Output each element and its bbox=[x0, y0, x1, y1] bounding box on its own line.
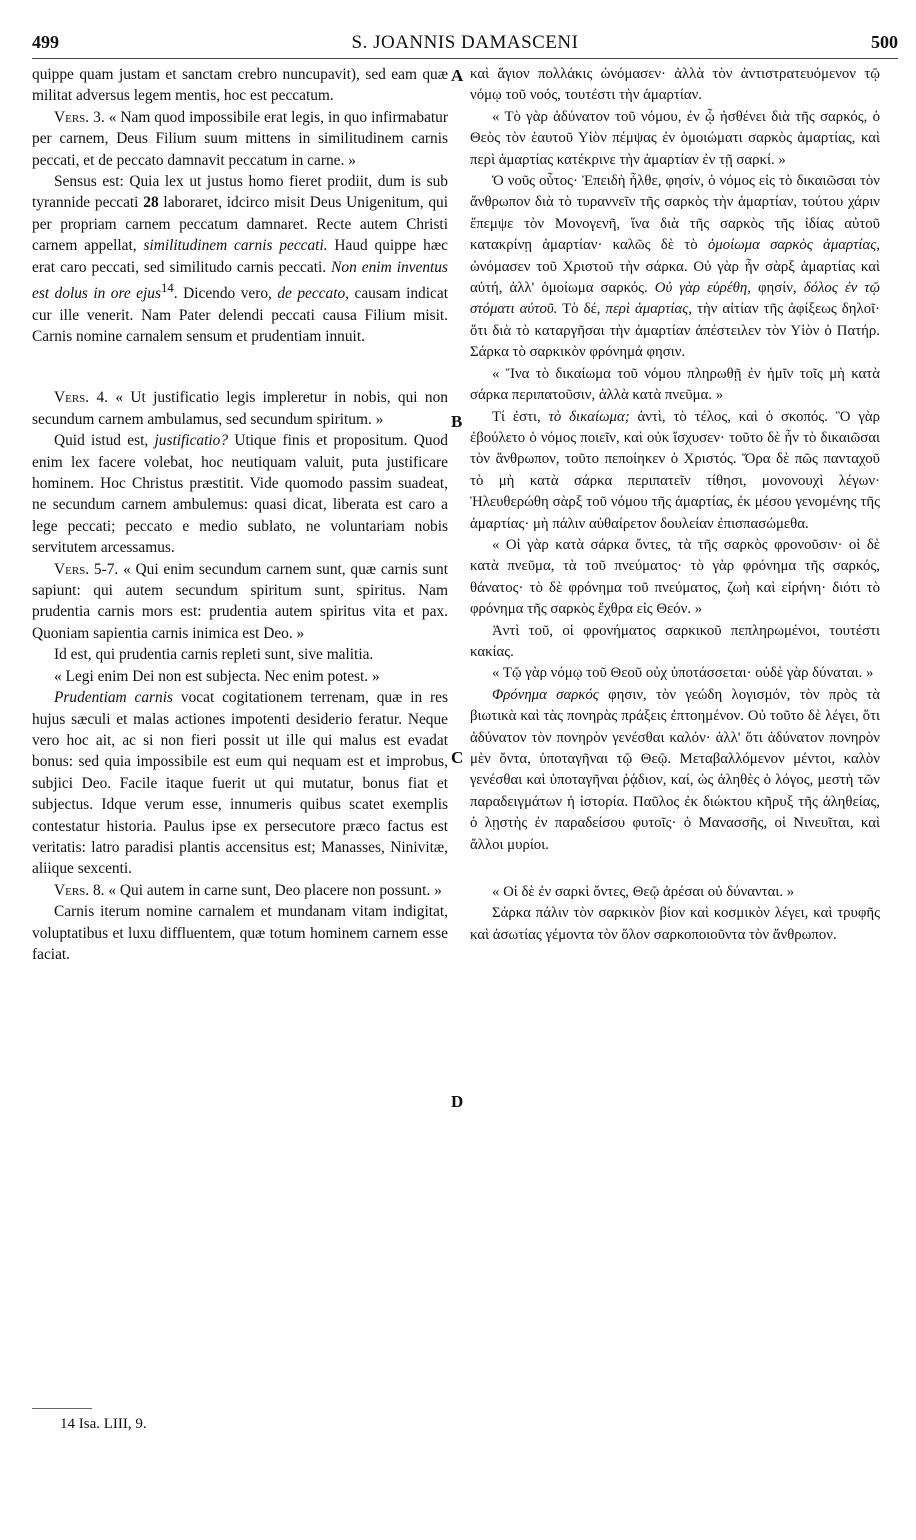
margin-letter-d: D bbox=[451, 1092, 464, 1111]
italic-quote: justificatio? bbox=[154, 432, 229, 450]
margin-letter-c: C bbox=[451, 748, 464, 767]
text-run: Τὸ δέ, bbox=[562, 301, 601, 318]
verse-label: Vers. 4. bbox=[54, 389, 109, 407]
greek-verse-4: « Ἵνα τὸ δικαίωμα τοῦ νόμου πληρωθῇ ἐν ἡμῖν τοῖς μὴ κατὰ σάρκα περιπατοῦσιν, ἀλλὰ κατὰ πνεῦμα. » bbox=[470, 365, 880, 404]
latin-paragraph-5 bbox=[32, 430, 448, 558]
text-run: Utique finis et propositum. Quod enim lex facere volebat, hoc neutiquam valuit, puta justificare hominem. Hoc Christus præstitit. Vide quomodo passim suadeat, ne secundum carnem ambulemus: quasi dicat, liberata est caro a lege peccati; peccato e medio sublato, ne voluntariam nobis servitutem arcessamus. bbox=[32, 432, 448, 557]
latin-column bbox=[32, 64, 448, 965]
page-number-left: 499 bbox=[32, 32, 59, 52]
text-run: ἀντὶ, τὸ τέλος, καὶ ὁ σκοπός. Ὃ γὰρ ἐβούλετο ὁ νόμος ποιεῖν, καὶ οὐκ ἴσχυσεν· τοῦτο δὲ ἦν τὸ δικαιῶσαι τὸν ἄνθρωπον, τοῦτο πεποίηκεν ὁ Χριστός. Ὅρα δὲ πῶς πανταχοῦ τὸ μὴ κατὰ σάρκα περιπατεῖν τίθησι, μονονουχὶ λέγων· Ἠλευθερώθη σὰρξ τοῦ νόμου τῆς ἁμαρτίας, ἐκ μέσου γενομένης τῆς ἁμαρτίας· μὴ πάλιν αὐθαίρετον δουλείαν ἐπισπασώμεθα. bbox=[470, 408, 881, 532]
latin-verse-4 bbox=[32, 387, 448, 430]
italic-quote: Οὐ γὰρ εὑρέθη, bbox=[654, 280, 751, 297]
running-header bbox=[32, 28, 898, 59]
text-run: ὠνόμασεν τοῦ Χριστοῦ τὴν σάρκα. Οὐ γὰρ ἦν σὰρξ ἁμαρτίας καὶ αὐτή, ἀλλ' ὁμοίωμα σαρκός. bbox=[470, 258, 880, 297]
greek-paragraph-8: « Τῷ γὰρ νόμῳ τοῦ Θεοῦ οὐχ ὑποτάσσεται· οὐδὲ γὰρ δύναται. » bbox=[492, 665, 874, 682]
italic-quote: de peccato, bbox=[277, 285, 350, 303]
footnote-rule bbox=[32, 1408, 92, 1409]
text-run: Quid istud est, bbox=[54, 432, 149, 450]
footnote: 14 Isa. LIII, 9. bbox=[60, 1416, 147, 1432]
greek-verse-8: « Οἱ δὲ ἐν σαρκὶ ὄντες, Θεῷ ἀρέσαι οὐ δύνανται. » bbox=[492, 884, 795, 901]
running-title: S. JOANNIS DAMASCENI bbox=[351, 32, 579, 53]
italic-quote: περὶ ἁμαρτίας, bbox=[605, 301, 692, 318]
latin-paragraph-11: Carnis iterum nomine carnalem et mundanam vitam indigitat, voluptatibus et luxu diffluentem, quæ totum hominem carnem esse faciat. bbox=[32, 903, 448, 963]
verse-text: « Nam quod impossibile erat legis, in quo infirmabatur per carnem, Deus Filium suum mittens in similitudinem carnis peccati, et de peccato damnavit peccatum in carne. » bbox=[32, 108, 448, 169]
greek-verse-5-7: « Οἱ γὰρ κατὰ σάρκα ὄντες, τὰ τῆς σαρκὸς φρονοῦσιν· οἱ δὲ κατὰ πνεῦμα, τὰ τοῦ πνεύματος· τὸ γὰρ φρόνημα τῆς σαρκός, θάνατος· τὸ δὲ φρόνημα τοῦ πνεύματος, ζωὴ καὶ εἰρήνη· διότι τὸ φρόνημα τῆς σαρκὸς ἔχθρα εἰς Θεόν. » bbox=[470, 536, 880, 618]
latin-paragraph-1: quippe quam justam et sanctam crebro nuncupavit), sed eam quæ militat adversus legem mentis, hoc est peccatum. bbox=[32, 66, 448, 105]
text-run: Τί ἐστι, bbox=[492, 408, 541, 425]
text-run: . Dicendo vero, bbox=[173, 285, 272, 303]
text-run: φησιν, τὸν γεώδη λογισμόν, τὸν πρὸς τὰ βιωτικὰ καὶ τὰς πονηρὰς πράξεις ἐπτοημένον. Οὐ τοῦτο δὲ λέγει, ὅτι ἀδύνατον τὸν πονηρὸν γενέσθαι καλόν· ἀλλ' ὅτι ἀδύνατον πονηρὸν μὲν ὄντα, ὑποταγῆναι τῷ Θεῷ. Μεταβαλλόμενον μέντοι, καλὸν γενέσθαι καὶ ὑποταγῆναι ῥᾴδιον, καί, ὡς ἀληθὲς ὁ λόγος, μεστὴ τῶν παραδειγμάτων ἡ ἱστορία. Παῦλος ἐκ διώκτου κῆρυξ τῆς ἀληθείας, ὁ λῃστὴς ἐν παραδείσου φυτοῖς· ὁ Μανασσῆς, οἱ Νινευῖται, καὶ ἄλλοι μυρίοι. bbox=[470, 686, 880, 853]
margin-letter-a: A bbox=[451, 66, 464, 85]
text-run: Sensus est: Quia lex ut justus homo fieret prodiit, dum is sub tyrannide peccati bbox=[32, 173, 448, 212]
verse-text: « Ut justificatio legis impleretur in nobis, qui non secundum carnem ambulamus, sed secundum spiritum. » bbox=[32, 389, 448, 428]
latin-verse-5-7 bbox=[32, 559, 448, 645]
greek-paragraph-1: καὶ ἅγιον πολλάκις ὠνόμασεν· ἀλλὰ τὸν ἀντιστρατευόμενον τῷ νόμῳ τοῦ νοός, τουτέστι τὴν ἁμαρτίαν. bbox=[470, 66, 880, 104]
text-run: vocat cogitationem terrenam, quæ in res hujus sæculi et malas actiones impotenti desiderio feratur. Neque vero hoc ait, ac si non fieri possit ut ille qui malus est evadat bonus: sed quia impossibile est eum qui nequam est et improbus, subjici Deo. Facile itaque fuerit ut qui mutatur, bonus fiat et subjectus. Idque verum esse, innumeris quibus scatet exemplis contestatur historia. Paulus ipse ex persecutore præco factus est veritatis: latro paradisi plantis accensitus est; Manasses, Ninivitæ, aliique sexcenti. bbox=[32, 689, 448, 878]
greek-paragraph-9 bbox=[470, 685, 880, 856]
italic-quote: similitudinem carnis peccati. bbox=[143, 237, 328, 255]
footnote-ref: 14 bbox=[160, 281, 174, 296]
column-number: 28 bbox=[143, 194, 159, 212]
verse-label: Vers. 8. bbox=[54, 881, 105, 899]
latin-verse-3 bbox=[32, 107, 448, 171]
margin-letter-b: B bbox=[451, 412, 463, 431]
greek-paragraph-11: Σάρκα πάλιν τὸν σαρκικὸν βίον καὶ κοσμικὸν λέγει, καὶ τρυφῆς καὶ ἀσωτίας γέμοντα τὸν ὅλον σαρκοποιοῦντα τὸν ἄνθρωπον. bbox=[470, 905, 880, 943]
page-number-right: 500 bbox=[871, 32, 898, 52]
italic-quote: Prudentiam carnis bbox=[54, 689, 174, 707]
italic-quote: δόλος ἐν τῷ στόματι αὐτοῦ. bbox=[470, 280, 881, 318]
latin-paragraph-8: « Legi enim Dei non est subjecta. Nec enim potest. » bbox=[54, 667, 380, 685]
text-run: τὴν αἰτίαν τῆς ἀφίξεως δηλοῖ· ὅτι διὰ τὸ καταργῆσαι τὴν ἁμαρτίαν ἀπέστειλεν τὸν Υἱὸν ὁ Πατήρ. Σάρκα τὸ σαρκικὸν φρόνημά φησιν. bbox=[470, 301, 880, 361]
italic-quote: Φρόνημα σαρκός bbox=[492, 686, 599, 703]
verse-label: Vers. 5-7. bbox=[54, 560, 119, 578]
text-run: Haud quippe hæc erat caro peccati, sed similitudo carnis peccati. bbox=[32, 237, 448, 276]
text-run: causam indicat cur ille venerit. Nam Pater delendi peccati causa Filium misit. Carnis nomine carnalem sensum et prudentiam innuit. bbox=[32, 285, 448, 345]
greek-column bbox=[470, 64, 880, 946]
italic-quote: Non enim inventus est dolus in ore ejus bbox=[32, 258, 448, 303]
verse-label: Vers. 3. bbox=[54, 108, 105, 126]
greek-paragraph-5 bbox=[470, 407, 880, 535]
italic-quote: τὸ δικαίωμα; bbox=[548, 408, 630, 425]
latin-paragraph-3 bbox=[32, 171, 448, 347]
text-run: φησίν, bbox=[757, 280, 797, 297]
latin-paragraph-7: Id est, qui prudentia carnis repleti sunt, sive malitia. bbox=[54, 646, 374, 664]
greek-paragraph-3 bbox=[470, 171, 880, 364]
latin-paragraph-9 bbox=[32, 687, 448, 880]
latin-verse-8 bbox=[32, 880, 448, 901]
verse-text: « Qui enim secundum carnem sunt, quæ carnis sunt sapiunt: qui autem secundum spiritum sunt, spiritus. Nam prudentia carnis mors est: prudentia autem spiritus vita et pax. Quoniam sapientia carnis inimica est Deo. » bbox=[32, 560, 449, 642]
text-run: Ὁ νοῦς οὗτος· Ἐπειδὴ ἦλθε, φησίν, ὁ νόμος εἰς τὸ δικαιῶσαι τὸν ἄνθρωπον διὰ τὸ τυραννεῖν τῆς σαρκὸς τὴν ἁμαρτίαν, τούτου χάριν ἔπεμψε τὸν Μονογενῆ, ἵνα διὰ τῆς σαρκὸς τῆς ἰδίας αὐτοῦ κατακρίνῃ ἁμαρτίαν· καλῶς δὲ τὸ bbox=[470, 173, 880, 254]
verse-text: « Qui autem in carne sunt, Deo placere non possunt. » bbox=[108, 881, 442, 899]
text-run: laboraret, idcirco misit Deus Unigenitum, qui per propriam carnem peccatum damnaret. Recte autem Christi carnem appellat, bbox=[32, 194, 448, 255]
italic-quote: ὁμοίωμα σαρκὸς ἁμαρτίας, bbox=[707, 237, 880, 254]
greek-paragraph-7: Ἀντὶ τοῦ, οἱ φρονήματος σαρκικοῦ πεπληρωμένοι, τουτέστι κακίας. bbox=[470, 622, 880, 660]
greek-verse-3: « Τὸ γὰρ ἀδύνατον τοῦ νόμου, ἐν ᾧ ἠσθένει διὰ τῆς σαρκός, ὁ Θεὸς τὸν ἑαυτοῦ Υἱὸν πέμψας ἐν ὁμοιώματι σαρκὸς ἁμαρτίας, καὶ περὶ ἁμαρτίας κατέκρινε τὴν ἁμαρτίαν ἐν τῇ σαρκί. » bbox=[470, 108, 880, 168]
